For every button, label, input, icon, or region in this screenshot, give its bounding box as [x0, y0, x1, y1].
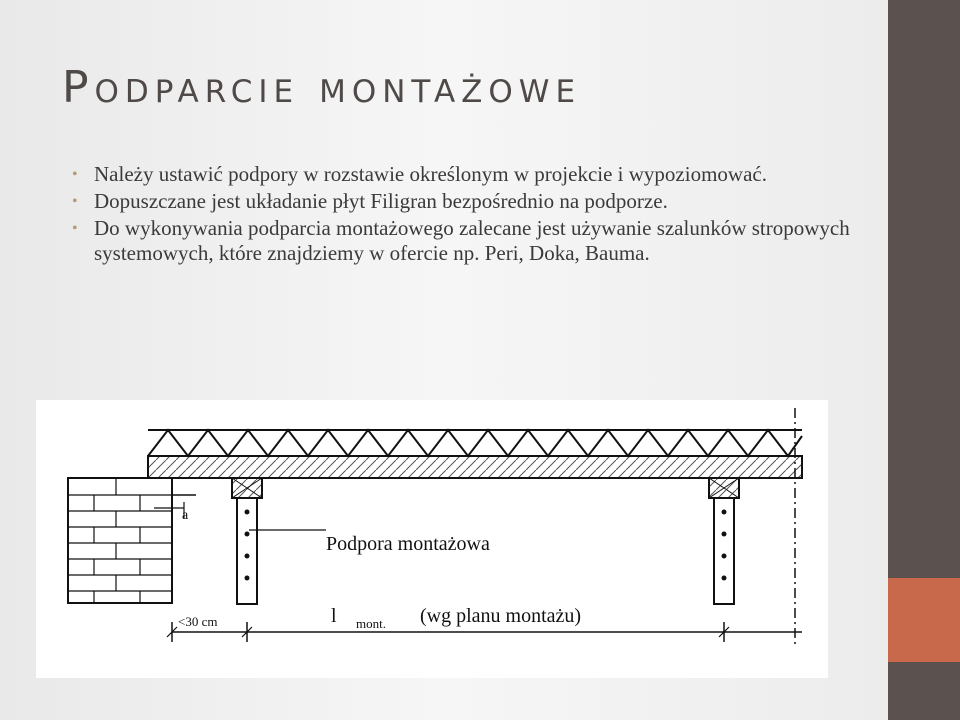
support-label: Podpora montażowa — [326, 533, 490, 555]
dimension-note-label: (wg planu montażu) — [420, 605, 582, 627]
bullet-text: Należy ustawić podpory w rozstawie określonym w projekcie i wypoziomować. — [94, 162, 767, 186]
lattice-girder — [148, 430, 802, 456]
bullet-dot-icon: • — [72, 166, 78, 183]
bullet-dot-icon: • — [72, 193, 78, 210]
slide-title: Podparcie montażowe — [62, 62, 582, 113]
support-prop-left — [232, 478, 262, 604]
side-accent-block — [888, 578, 960, 662]
support-diagram-svg — [36, 400, 828, 678]
dimension-span-subscript: mont. — [356, 616, 386, 631]
dimension-left-label: <30 cm — [178, 614, 218, 629]
brick-wall — [68, 478, 172, 603]
bullet-item — [70, 216, 850, 266]
support-prop-right — [709, 478, 739, 604]
bullet-item — [70, 162, 850, 187]
bullet-text: Dopuszczane jest układanie płyt Filigran bezpośrednio na podporze. — [94, 189, 668, 213]
support-diagram — [36, 400, 828, 678]
bullet-text: Do wykonywania podparcia montażowego zalecane jest używanie szalunków stropowych systemowych, które znajdziemy w ofercie np. Peri, Doka, Bauma. — [94, 216, 850, 265]
dimension-span-label: l — [331, 605, 337, 627]
bullet-item — [70, 189, 850, 214]
bearing-mark-label: a — [182, 508, 189, 523]
filigran-slab — [148, 456, 802, 478]
bullet-dot-icon: • — [72, 220, 78, 237]
bullet-list — [70, 162, 850, 268]
